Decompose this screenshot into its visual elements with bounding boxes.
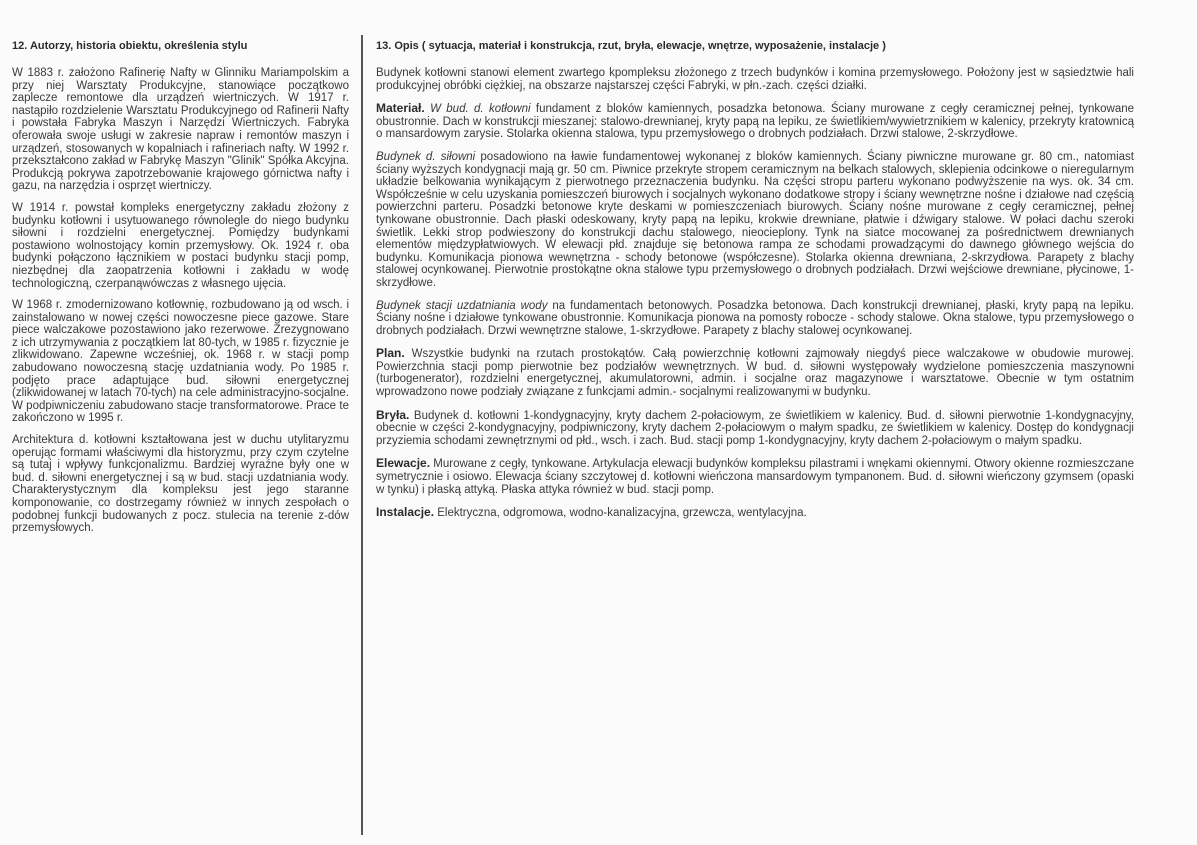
elewacje-label: Elewacje. bbox=[376, 456, 431, 471]
plan-label: Plan. bbox=[376, 346, 405, 361]
material-label: Materiał. bbox=[376, 101, 425, 116]
stacja-paragraph bbox=[376, 300, 1134, 338]
column-divider bbox=[361, 35, 363, 835]
section-12-heading: 12. Autorzy, historia obiektu, określenia stylu bbox=[12, 40, 248, 52]
material-subject: W bud. d. kotłowni bbox=[430, 103, 531, 116]
left-column bbox=[12, 40, 349, 544]
history-paragraph-1: W 1883 r. założono Rafinerię Nafty w Glinniku Mariampolskim a przy niej Warsztaty Produkcyjne, stanowiące początkowo zaplecze remontowe dla urządzeń wiertniczych. W 1917 r. nastąpiło rozdzielenie Warsztatu Produkcyjnego od Rafinerii Nafty i powstała Fabryka Maszyn i Narzędzi Wiertniczych. Fabryka oferowała swoje usługi w zakresie napraw i remontów maszyn i urządzeń, stosowanych w kopalniach i rafineriach nafty. W 1992 r. przekształcono zakład w Fabrykę Maszyn "Glinik" Spółka Akcyjna. Produkcją pokrywa zapotrzebowanie krajowego górnictwa nafty i gazu, na narzędzia i osprzęt wiertniczy. bbox=[12, 67, 349, 193]
stacja-text: na fundamentach betonowych. Posadzka betonowa. Dach konstrukcji drewnianej, płaski, kryty papą na lepiku. Ściany nośne i działowe tynkowane obustronnie. Komunikacja pionowa na pomosty robocze - schody stalowe. Okna stalowe, typu przemysłowego o drobnych podziałach. Drzwi wewnętrzne stalowe, 1-skrzydłowe. Parapety z blachy stalowej ocynkowanej. bbox=[376, 299, 1134, 337]
plan-paragraph bbox=[376, 347, 1134, 398]
silownia-subject: Budynek d. siłowni bbox=[376, 150, 476, 163]
instalacje-label: Instalacje. bbox=[376, 505, 435, 520]
bryla-paragraph bbox=[376, 409, 1134, 448]
intro-paragraph: Budynek kotłowni stanowi element zwartego kpompleksu złożonego z trzech budynków i komina przemysłowego. Położony jest w sąsiedztwie hali produkcyjnej obróbki ciężkiej, na obszarze najstarszej części Fabryki, w płn.-zach. części działki. bbox=[376, 67, 1134, 92]
history-paragraph-2: W 1914 r. powstał kompleks energetyczny zakładu złożony z budynku kotłowni i usytuowanego równolegle do niego budynku siłowni i rozdzielni energetycznej. Pomiędzy budynkami postawiono wolnostojący komin przemysłowy. Ok. 1924 r. oba budynki połączono łącznikiem w postaci budynku stacji pomp, niezbędnej dla zaopatrzenia kotłowni i zakładu w wodę technologiczną, czerpanąwówczas z własnego ujęcia. bbox=[12, 201, 349, 290]
bryla-text: Budynek d. kotłowni 1-kondygnacyjny, kryty dachem 2-połaciowym, ze świetlikiem w kalenicy. Bud. d. siłowni pierwotnie 1-kondygnacyjny, obecnie w części 2-kondygnacyjny, podpiwniczony, kryty dachem 2-połaciowym o małym spadku, ze świetlikiem w kalenicy. Dostęp do kondygnacji przyziemia schodami zewnętrznymi od płd., wsch. i zach. Bud. stacji pomp 1-kondygnacyjny, kryty dachem 2-połaciowym o małym spadku. bbox=[376, 409, 1134, 447]
right-column bbox=[376, 40, 1134, 530]
section-13-heading: 13. Opis ( sytuacja, materiał i konstrukcja, rzut, bryła, elewacje, wnętrze, wyposażenie, instalacje ) bbox=[376, 40, 886, 52]
material-text: fundament z bloków kamiennych, posadzka betonowa. Ściany murowane z cegły ceramicznej pełnej, tynkowane obustronnie. Dach w konstrukcji mieszanej: stalowo-drewnianej, kryty papą na lepiku, ze świetlikiem/wywietrznikiem w kalenicy, przekryty kratownicą o mansardowym zarysie. Stolarka okienna stalowa, typu przemysłowego o drobnych podziałach. Drzwi stalowe, 2-skrzydłowe. bbox=[376, 103, 1135, 141]
stacja-subject: Budynek stacji uzdatniania wody bbox=[376, 299, 548, 312]
material-paragraph bbox=[376, 102, 1134, 141]
bryla-label: Bryła. bbox=[376, 407, 410, 422]
instalacje-text: Elektryczna, odgromowa, wodno-kanalizacyjna, grzewcza, wentylacyjna. bbox=[437, 507, 807, 520]
history-paragraph-3: W 1968 r. zmodernizowano kotłownię, rozbudowano ją od wsch. i zainstalowano w nowej części nowoczesne piece gazowe. Stare piece walczakowe pozostawiono jako rezerwowe. Zrezygnowano z ich utrzymywania z początkiem lat 80-tych, w 1985 r. fizycznie je zlikwidowano. Zapewne wcześniej, ok. 1968 r. w stacji pomp zabudowano nowoczesną stację uzdatniania wody. Po 1985 r. podjęto prace adaptujące bud. siłowni energetycznej (zlikwidowanej w latach 70-tych) na cele administracyjno-socjalne. W podpiwniczeniu zabudowano stacje transformatorowe. Prace te zakończono w 1995 r. bbox=[12, 299, 349, 425]
elewacje-paragraph bbox=[376, 457, 1134, 496]
elewacje-text: Murowane z cegły, tynkowane. Artykulacja elewacji budynków kompleksu pilastrami i wnękami okiennymi. Otwory okienne rozmieszczane symetrycznie i osiowo. Elewacja ściany szczytowej d. kotłowni wieńczona mansardowym tympanonem. Bud. d. siłowni wieńczony gzymsem (opaski w tynku) i płaską attyką. Płaska attyka również w bud. stacji pomp. bbox=[376, 458, 1134, 496]
plan-text: Wszystkie budynki na rzutach prostokątów. Całą powierzchnię kotłowni zajmowały niegdyś piece walczakowe w obudowie murowej. Powierzchnia stacji pomp pierwotnie bez podziałów wewnętrznych. W bud. d. siłowni występowały wydzielone pomieszczenia maszynowni (turbogenerator), rozdzielni energetycznej, akumulatorowni, admin. i socjalne oraz magazynowe i warsztatowe. Obecnie w tym ostatnim wprowadzono nowe podziały związane z funkcjami admin.- socjalnymi realizowanymi w budynku. bbox=[376, 348, 1134, 399]
silownia-paragraph bbox=[376, 151, 1134, 290]
history-paragraph-4: Architektura d. kotłowni kształtowana jest w duchu utylitaryzmu operując formami właściwymi dla historyzmu, przy czym czytelne są tutaj i wpływy funkcjonalizmu. Bardziej wyraźne były one w bud. d. siłowni energetycznej i są w bud. stacji uzdatniania wody. Charakterystycznym dla kompleksu jest jego staranne komponowanie, co dostrzegamy również w innych zespołach o podobnej funkcji budowanych z pocz. stulecia na terenie z-dów przemysłowych. bbox=[12, 434, 349, 535]
instalacje-paragraph bbox=[376, 506, 1134, 520]
silownia-text: posadowiono na ławie fundamentowej wykonanej z bloków kamiennych. Ściany piwniczne murowane gr. 80 cm., natomiast ściany wyższych kondygnacji mają gr. 50 cm. Piwnice przekryte stropem ceramicznym na belkach stalowych, sklepienia odcinkowe o nieregularnym układzie belkowania wynikającym z pierwotnego przeznaczenia budynku. Na części stropu parteru wykonano podwyższenie na wys. ok. 34 cm. Współcześnie w celu uzyskania pomieszczeń biurowych i socjalnych wykonano dodatkowe stropy i ściany wewnętrzne nośne i działowe nad częścią powierzchni parteru. Posadzki betonowe kryte deskami w pomieszczeniach biurowych. Ściany nośne murowane z cegły ceramicznej, pełnej tynkowane obustronnie. Dach płaski odeskowany, kryty papą na lepiku, krokwie drewniane, płatwie i dźwigary stalowe. W połaci dachu szeroki świetlik. Lekki strop podwieszony do konstrukcji dachu stalowego, nieocieplony. Tynk na siatce mocowanej za pośrednictwem drewnianych elementów międzypłatwiowych. W elewacji płd. znajduje się betonowa rampa ze schodami prowadzącymi do dawnego głównego wejścia do budynku. Komunikacja pionowa wewnętrzna - schody betonowe (współczesne). Stolarka okienna drewniana, 2-skrzydłowa. Parapety z blachy stalowej ocynkowanej. Pierwotnie prostokątne okna stalowe typu przemysłowego o drobnych podziałach. Drzwi wejściowe drewniane, płycinowe, 1-skrzydłowe. bbox=[376, 150, 1134, 289]
